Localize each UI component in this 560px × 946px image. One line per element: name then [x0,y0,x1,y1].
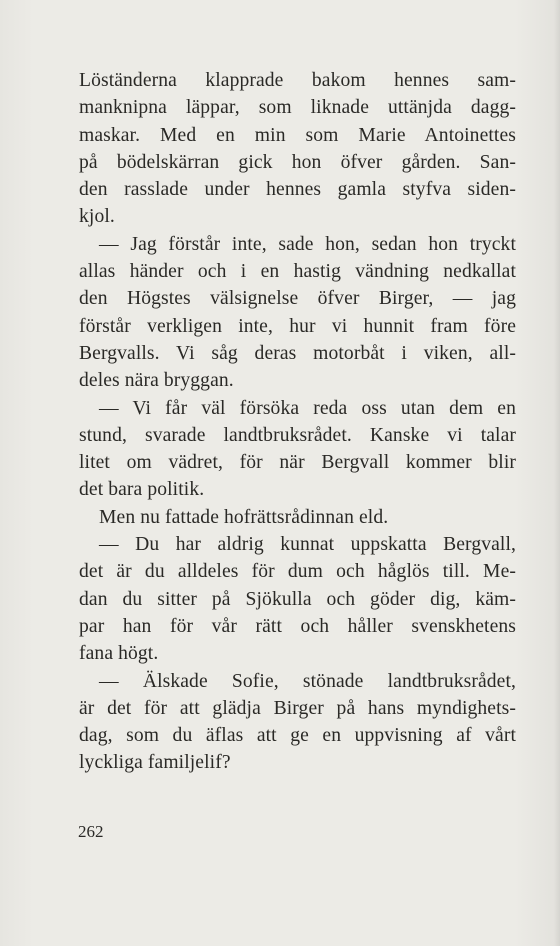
text-line: deles nära bryggan. [79,370,234,392]
text-line: — Jag förstår inte, sade hon, sedan hon tryckt [99,233,516,255]
text-line: den Högstes välsignelse öfver Birger, — jag [79,288,516,310]
text-line: det är du alldeles för dum och håglös till. Me- [79,561,516,583]
text-line: kjol. [79,206,115,228]
text-line: lyckliga familjelif? [79,752,231,774]
text-line: fana högt. [79,643,159,665]
text-line: på bödelskärran gick hon öfver gården. San- [79,151,516,173]
text-line: det bara politik. [79,479,205,501]
text-line: — Älskade Sofie, stönade landtbruksrådet, [99,670,516,692]
page-edge-shadow [554,0,560,946]
text-line: dag, som du äflas att ge en uppvisning af vårt [79,725,516,747]
page-number: 262 [78,822,104,841]
text-line: manknipna läppar, som liknade uttänjda dagg- [79,97,516,119]
text-line: — Vi får väl försöka reda oss utan dem en [99,397,516,419]
text-line: par han för vår rätt och håller svenskhetens [79,615,516,637]
text-line: maskar. Med en min som Marie Antoinettes [79,124,516,146]
text-line: litet om vädret, för när Bergvall kommer blir [79,452,516,474]
text-line: Men nu fattade hofrättsrådinnan eld. [99,506,389,528]
text-line: förstår verkligen inte, hur vi hunnit fram före [79,315,516,337]
text-line: den rasslade under hennes gamla styfva siden- [79,179,516,201]
text-line: — Du har aldrig kunnat uppskatta Bergvall, [99,534,516,556]
text-line: Bergvalls. Vi såg deras motorbåt i viken, all- [79,342,516,364]
text-line: dan du sitter på Sjökulla och göder dig, käm- [79,588,516,610]
body-text [79,67,516,777]
text-line: stund, svarade landtbruksrådet. Kanske vi talar [79,424,516,446]
text-line: är det för att glädja Birger på hans myndighets- [79,697,516,719]
text-line: Löständerna klapprade bakom hennes sam- [79,70,516,91]
text-line: allas händer och i en hastig vändning nedkallat [79,261,516,283]
